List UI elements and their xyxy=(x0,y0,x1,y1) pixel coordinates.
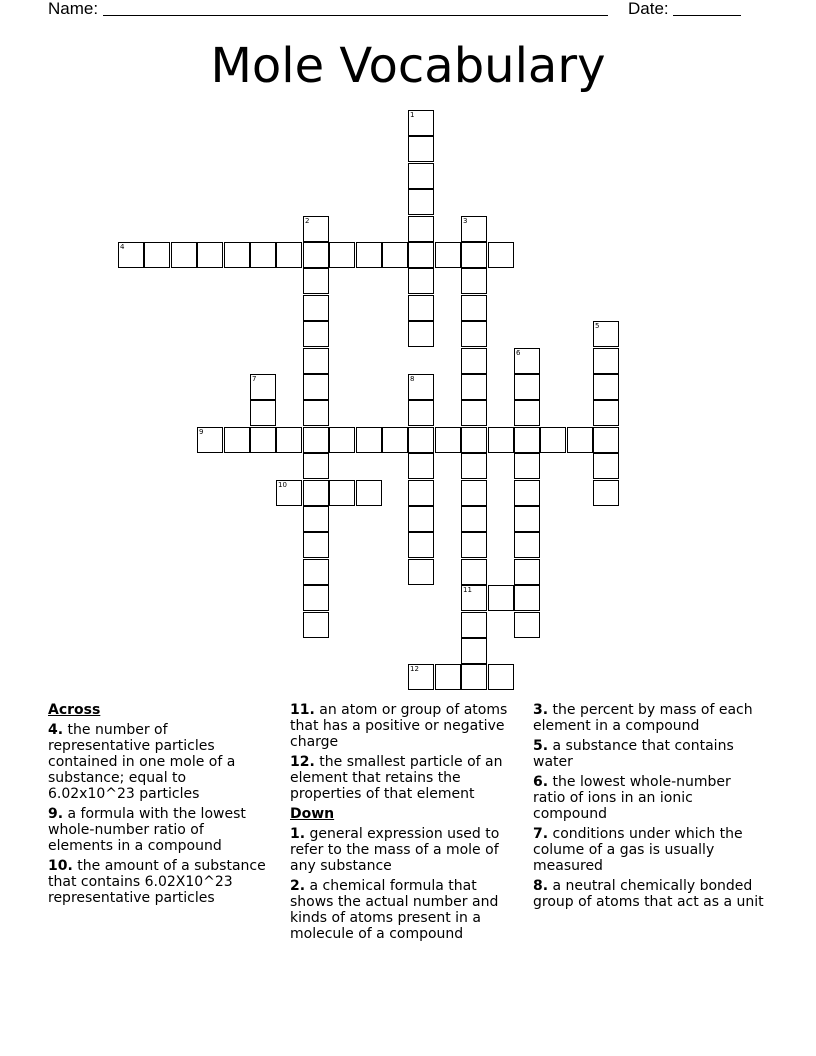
crossword-cell[interactable] xyxy=(567,427,593,453)
crossword-cell[interactable] xyxy=(276,480,302,506)
cell-number: 12 xyxy=(410,665,419,673)
cell-number: 5 xyxy=(595,322,600,330)
clue-text: the number of representative particles contained in one mole of a substance; equal to 6.02x10^23 particles xyxy=(48,722,236,802)
clue-number: 12. xyxy=(290,754,315,770)
clue-down-8 xyxy=(533,878,765,910)
name-label: Name: xyxy=(48,0,99,18)
crossword-cell[interactable] xyxy=(144,242,170,268)
crossword-cell[interactable] xyxy=(408,453,434,479)
crossword-cell[interactable] xyxy=(303,374,329,400)
clue-text: a formula with the lowest whole-number ratio of elements in a compound xyxy=(48,806,246,854)
clue-number: 2. xyxy=(290,878,306,894)
clue-column-3 xyxy=(533,702,765,914)
clue-down-3 xyxy=(533,702,765,734)
clue-text: the smallest particle of an element that retains the properties of that element xyxy=(290,754,503,802)
crossword-cell[interactable] xyxy=(408,400,434,426)
crossword-cell[interactable] xyxy=(461,453,487,479)
clue-down-5 xyxy=(533,738,765,770)
clue-text: a substance that contains water xyxy=(533,738,734,770)
down-heading: Down xyxy=(290,806,335,822)
crossword-cell[interactable] xyxy=(593,321,619,347)
clue-text: the lowest whole-number ratio of ions in an ionic compound xyxy=(533,774,731,822)
crossword-cell[interactable] xyxy=(303,216,329,242)
crossword-cell[interactable] xyxy=(514,453,540,479)
clue-number: 8. xyxy=(533,878,549,894)
crossword-cell[interactable] xyxy=(224,427,250,453)
crossword-cell[interactable] xyxy=(514,559,540,585)
clue-text: the percent by mass of each element in a compound xyxy=(533,702,753,734)
cell-number: 11 xyxy=(463,586,472,594)
crossword-cell[interactable] xyxy=(408,189,434,215)
crossword-cell[interactable] xyxy=(408,110,434,136)
crossword-cell[interactable] xyxy=(382,242,408,268)
cell-number: 7 xyxy=(252,375,257,383)
crossword-cell[interactable] xyxy=(303,268,329,294)
clue-across-9 xyxy=(48,806,270,854)
crossword-cell[interactable] xyxy=(488,427,514,453)
crossword-cell[interactable] xyxy=(461,321,487,347)
crossword-cell[interactable] xyxy=(593,453,619,479)
crossword-cell[interactable] xyxy=(514,374,540,400)
crossword-cell[interactable] xyxy=(250,242,276,268)
clue-text: general expression used to refer to the mass of a mole of any substance xyxy=(290,826,500,874)
crossword-cell[interactable] xyxy=(461,268,487,294)
cell-number: 9 xyxy=(199,428,204,436)
cell-number: 1 xyxy=(410,111,415,119)
crossword-cell[interactable] xyxy=(250,427,276,453)
crossword-cell[interactable] xyxy=(303,400,329,426)
crossword-cell[interactable] xyxy=(408,506,434,532)
crossword-cell[interactable] xyxy=(329,242,355,268)
crossword-cell[interactable] xyxy=(408,163,434,189)
crossword-cell[interactable] xyxy=(461,585,487,611)
crossword-cell[interactable] xyxy=(593,374,619,400)
crossword-cell[interactable] xyxy=(461,348,487,374)
clue-number: 9. xyxy=(48,806,64,822)
clue-column-2 xyxy=(290,702,522,946)
crossword-cell[interactable] xyxy=(408,532,434,558)
crossword-cell[interactable] xyxy=(461,242,487,268)
clue-down-6 xyxy=(533,774,765,822)
crossword-cell[interactable] xyxy=(197,427,223,453)
crossword-cell[interactable] xyxy=(408,664,434,690)
clue-number: 5. xyxy=(533,738,549,754)
crossword-cell[interactable] xyxy=(303,612,329,638)
crossword-cell[interactable] xyxy=(514,612,540,638)
crossword-cell[interactable] xyxy=(276,427,302,453)
cell-number: 8 xyxy=(410,375,415,383)
clue-across-4 xyxy=(48,722,270,802)
crossword-cell[interactable] xyxy=(593,400,619,426)
clue-across-11 xyxy=(290,702,522,750)
cell-number: 4 xyxy=(120,243,125,251)
crossword-cell[interactable] xyxy=(514,506,540,532)
crossword-cell[interactable] xyxy=(540,427,566,453)
clue-across-10 xyxy=(48,858,270,906)
crossword-cell[interactable] xyxy=(329,480,355,506)
crossword-cell[interactable] xyxy=(408,427,434,453)
crossword-cell[interactable] xyxy=(118,242,144,268)
crossword-cell[interactable] xyxy=(408,559,434,585)
across-heading: Across xyxy=(48,702,101,718)
crossword-cell[interactable] xyxy=(382,427,408,453)
crossword-cell[interactable] xyxy=(303,559,329,585)
clue-down-2 xyxy=(290,878,522,942)
crossword-cell[interactable] xyxy=(435,664,461,690)
clue-text: an atom or group of atoms that has a positive or negative charge xyxy=(290,702,508,750)
crossword-cell[interactable] xyxy=(250,374,276,400)
crossword-cell[interactable] xyxy=(488,242,514,268)
crossword-cell[interactable] xyxy=(197,242,223,268)
crossword-cell[interactable] xyxy=(303,295,329,321)
clue-text: conditions under which the colume of a gas is usually measured xyxy=(533,826,743,874)
clue-number: 3. xyxy=(533,702,549,718)
crossword-cell[interactable] xyxy=(276,242,302,268)
crossword-cell[interactable] xyxy=(461,295,487,321)
clue-text: a neutral chemically bonded group of atoms that act as a unit xyxy=(533,878,764,910)
crossword-cell[interactable] xyxy=(461,216,487,242)
crossword-cell[interactable] xyxy=(461,427,487,453)
crossword-cell[interactable] xyxy=(303,242,329,268)
crossword-cell[interactable] xyxy=(461,480,487,506)
crossword-cell[interactable] xyxy=(408,295,434,321)
clue-number: 10. xyxy=(48,858,73,874)
crossword-cell[interactable] xyxy=(356,480,382,506)
cell-number: 10 xyxy=(278,481,287,489)
crossword-cell[interactable] xyxy=(461,664,487,690)
crossword-cell[interactable] xyxy=(514,532,540,558)
crossword-cell[interactable] xyxy=(303,480,329,506)
clue-down-7 xyxy=(533,826,765,874)
crossword-cell[interactable] xyxy=(488,585,514,611)
crossword-cell[interactable] xyxy=(408,480,434,506)
crossword-cell[interactable] xyxy=(171,242,197,268)
crossword-cell[interactable] xyxy=(461,506,487,532)
crossword-cell[interactable] xyxy=(303,453,329,479)
crossword-cell[interactable] xyxy=(356,427,382,453)
crossword-cell[interactable] xyxy=(408,321,434,347)
clue-number: 11. xyxy=(290,702,315,718)
clue-column-1 xyxy=(48,702,270,910)
crossword-cell[interactable] xyxy=(250,400,276,426)
clue-number: 4. xyxy=(48,722,64,738)
crossword-cell[interactable] xyxy=(303,506,329,532)
clue-number: 7. xyxy=(533,826,549,842)
cell-number: 3 xyxy=(463,217,468,225)
crossword-cell[interactable] xyxy=(408,268,434,294)
crossword-cell[interactable] xyxy=(303,321,329,347)
crossword-cell[interactable] xyxy=(461,532,487,558)
crossword-cell[interactable] xyxy=(408,374,434,400)
crossword-cell[interactable] xyxy=(488,664,514,690)
clue-text: the amount of a substance that contains 6.02X10^23 representative particles xyxy=(48,858,266,906)
crossword-cell[interactable] xyxy=(461,638,487,664)
crossword-cell[interactable] xyxy=(514,400,540,426)
crossword-cell[interactable] xyxy=(593,427,619,453)
crossword-cell[interactable] xyxy=(435,242,461,268)
crossword-cell[interactable] xyxy=(408,136,434,162)
clue-number: 1. xyxy=(290,826,306,842)
crossword-cell[interactable] xyxy=(408,216,434,242)
crossword-cell[interactable] xyxy=(224,242,250,268)
clue-down-1 xyxy=(290,826,522,874)
crossword-cell[interactable] xyxy=(461,559,487,585)
crossword-cell[interactable] xyxy=(329,427,355,453)
crossword-cell[interactable] xyxy=(461,400,487,426)
crossword-cell[interactable] xyxy=(461,374,487,400)
crossword-cell[interactable] xyxy=(408,242,434,268)
crossword-cell[interactable] xyxy=(593,480,619,506)
crossword-cell[interactable] xyxy=(514,480,540,506)
crossword-cell[interactable] xyxy=(435,427,461,453)
cell-number: 6 xyxy=(516,349,521,357)
crossword-cell[interactable] xyxy=(593,348,619,374)
crossword-cell[interactable] xyxy=(356,242,382,268)
date-label: Date: xyxy=(628,0,669,18)
crossword-cell[interactable] xyxy=(303,348,329,374)
crossword-cell[interactable] xyxy=(514,348,540,374)
crossword-cell[interactable] xyxy=(303,585,329,611)
crossword-cell[interactable] xyxy=(303,427,329,453)
crossword-cell[interactable] xyxy=(461,612,487,638)
cell-number: 2 xyxy=(305,217,310,225)
page-title: Mole Vocabulary xyxy=(210,38,606,94)
crossword-cell[interactable] xyxy=(303,532,329,558)
clue-across-12 xyxy=(290,754,522,802)
crossword-cell[interactable] xyxy=(514,427,540,453)
crossword-cell[interactable] xyxy=(514,585,540,611)
clue-text: a chemical formula that shows the actual number and kinds of atoms present in a molecule of a compound xyxy=(290,878,499,942)
clue-number: 6. xyxy=(533,774,549,790)
